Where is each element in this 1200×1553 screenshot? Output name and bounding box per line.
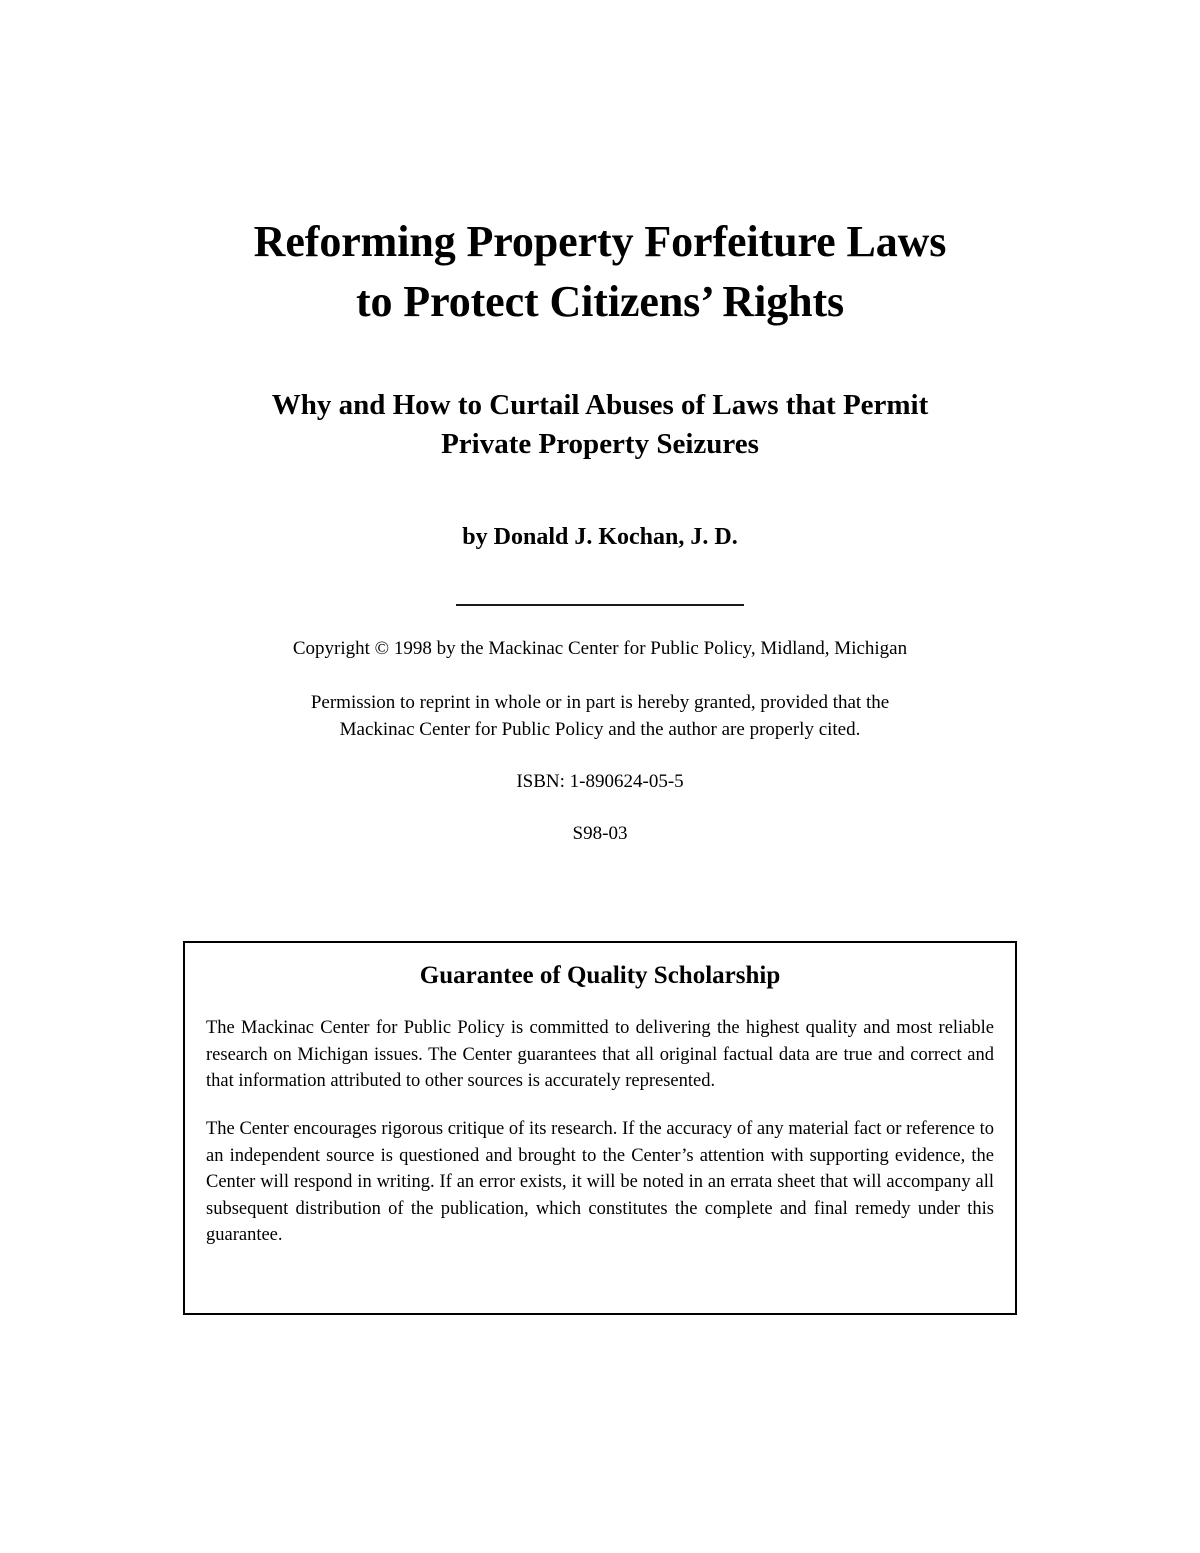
guarantee-heading: Guarantee of Quality Scholarship bbox=[419, 962, 781, 989]
page-subtitle bbox=[150, 386, 1050, 465]
subtitle-block bbox=[150, 386, 1050, 465]
guarantee-paragraph-2: The Center encourages rigorous critique of its research. If the accuracy of any material fact or reference to an independent source is questioned and brought to the Center’s attention with supporting evidence, the Center will respond in writing. If an error exists, it will be noted in an errata sheet that will accompany all subsequent distribution of the publication, which constitutes the complete and final remedy under this guarantee. bbox=[206, 1118, 994, 1246]
guarantee-box-content bbox=[185, 943, 1015, 1249]
permission-line-1: Permission to reprint in whole or in part is hereby granted, provided that the bbox=[310, 691, 890, 713]
guarantee-paragraph-1: The Mackinac Center for Public Policy is committed to delivering the highest quality and most reliable research on Michigan issues. The Center guarantees that all original factual data are true and correct and that information attributed to other sources is accurately represented. bbox=[206, 1018, 994, 1092]
title-block bbox=[100, 212, 1100, 333]
author-block bbox=[200, 524, 1000, 551]
guarantee-box bbox=[183, 941, 1017, 1315]
permission-line-2: Mackinac Center for Public Policy and the author are properly cited. bbox=[339, 718, 861, 740]
title-line-2: to Protect Citizens’ Rights bbox=[355, 277, 845, 327]
author-byline: by Donald J. Kochan, J. D. bbox=[462, 524, 738, 550]
horizontal-rule bbox=[456, 604, 744, 606]
copyright-notice: Copyright © 1998 by the Mackinac Center for Public Policy, Midland, Michigan bbox=[292, 638, 908, 659]
frontmatter-block bbox=[150, 636, 1050, 848]
publication-code: S98-03 bbox=[572, 822, 628, 844]
subtitle-line-1: Why and How to Curtail Abuses of Laws that Permit bbox=[271, 389, 929, 421]
subtitle-line-2: Private Property Seizures bbox=[441, 428, 759, 461]
page-title bbox=[100, 212, 1100, 333]
isbn-text: ISBN: 1-890624-05-5 bbox=[516, 770, 684, 792]
divider-wrapper bbox=[0, 596, 1200, 614]
title-line-1: Reforming Property Forfeiture Laws bbox=[253, 217, 947, 266]
